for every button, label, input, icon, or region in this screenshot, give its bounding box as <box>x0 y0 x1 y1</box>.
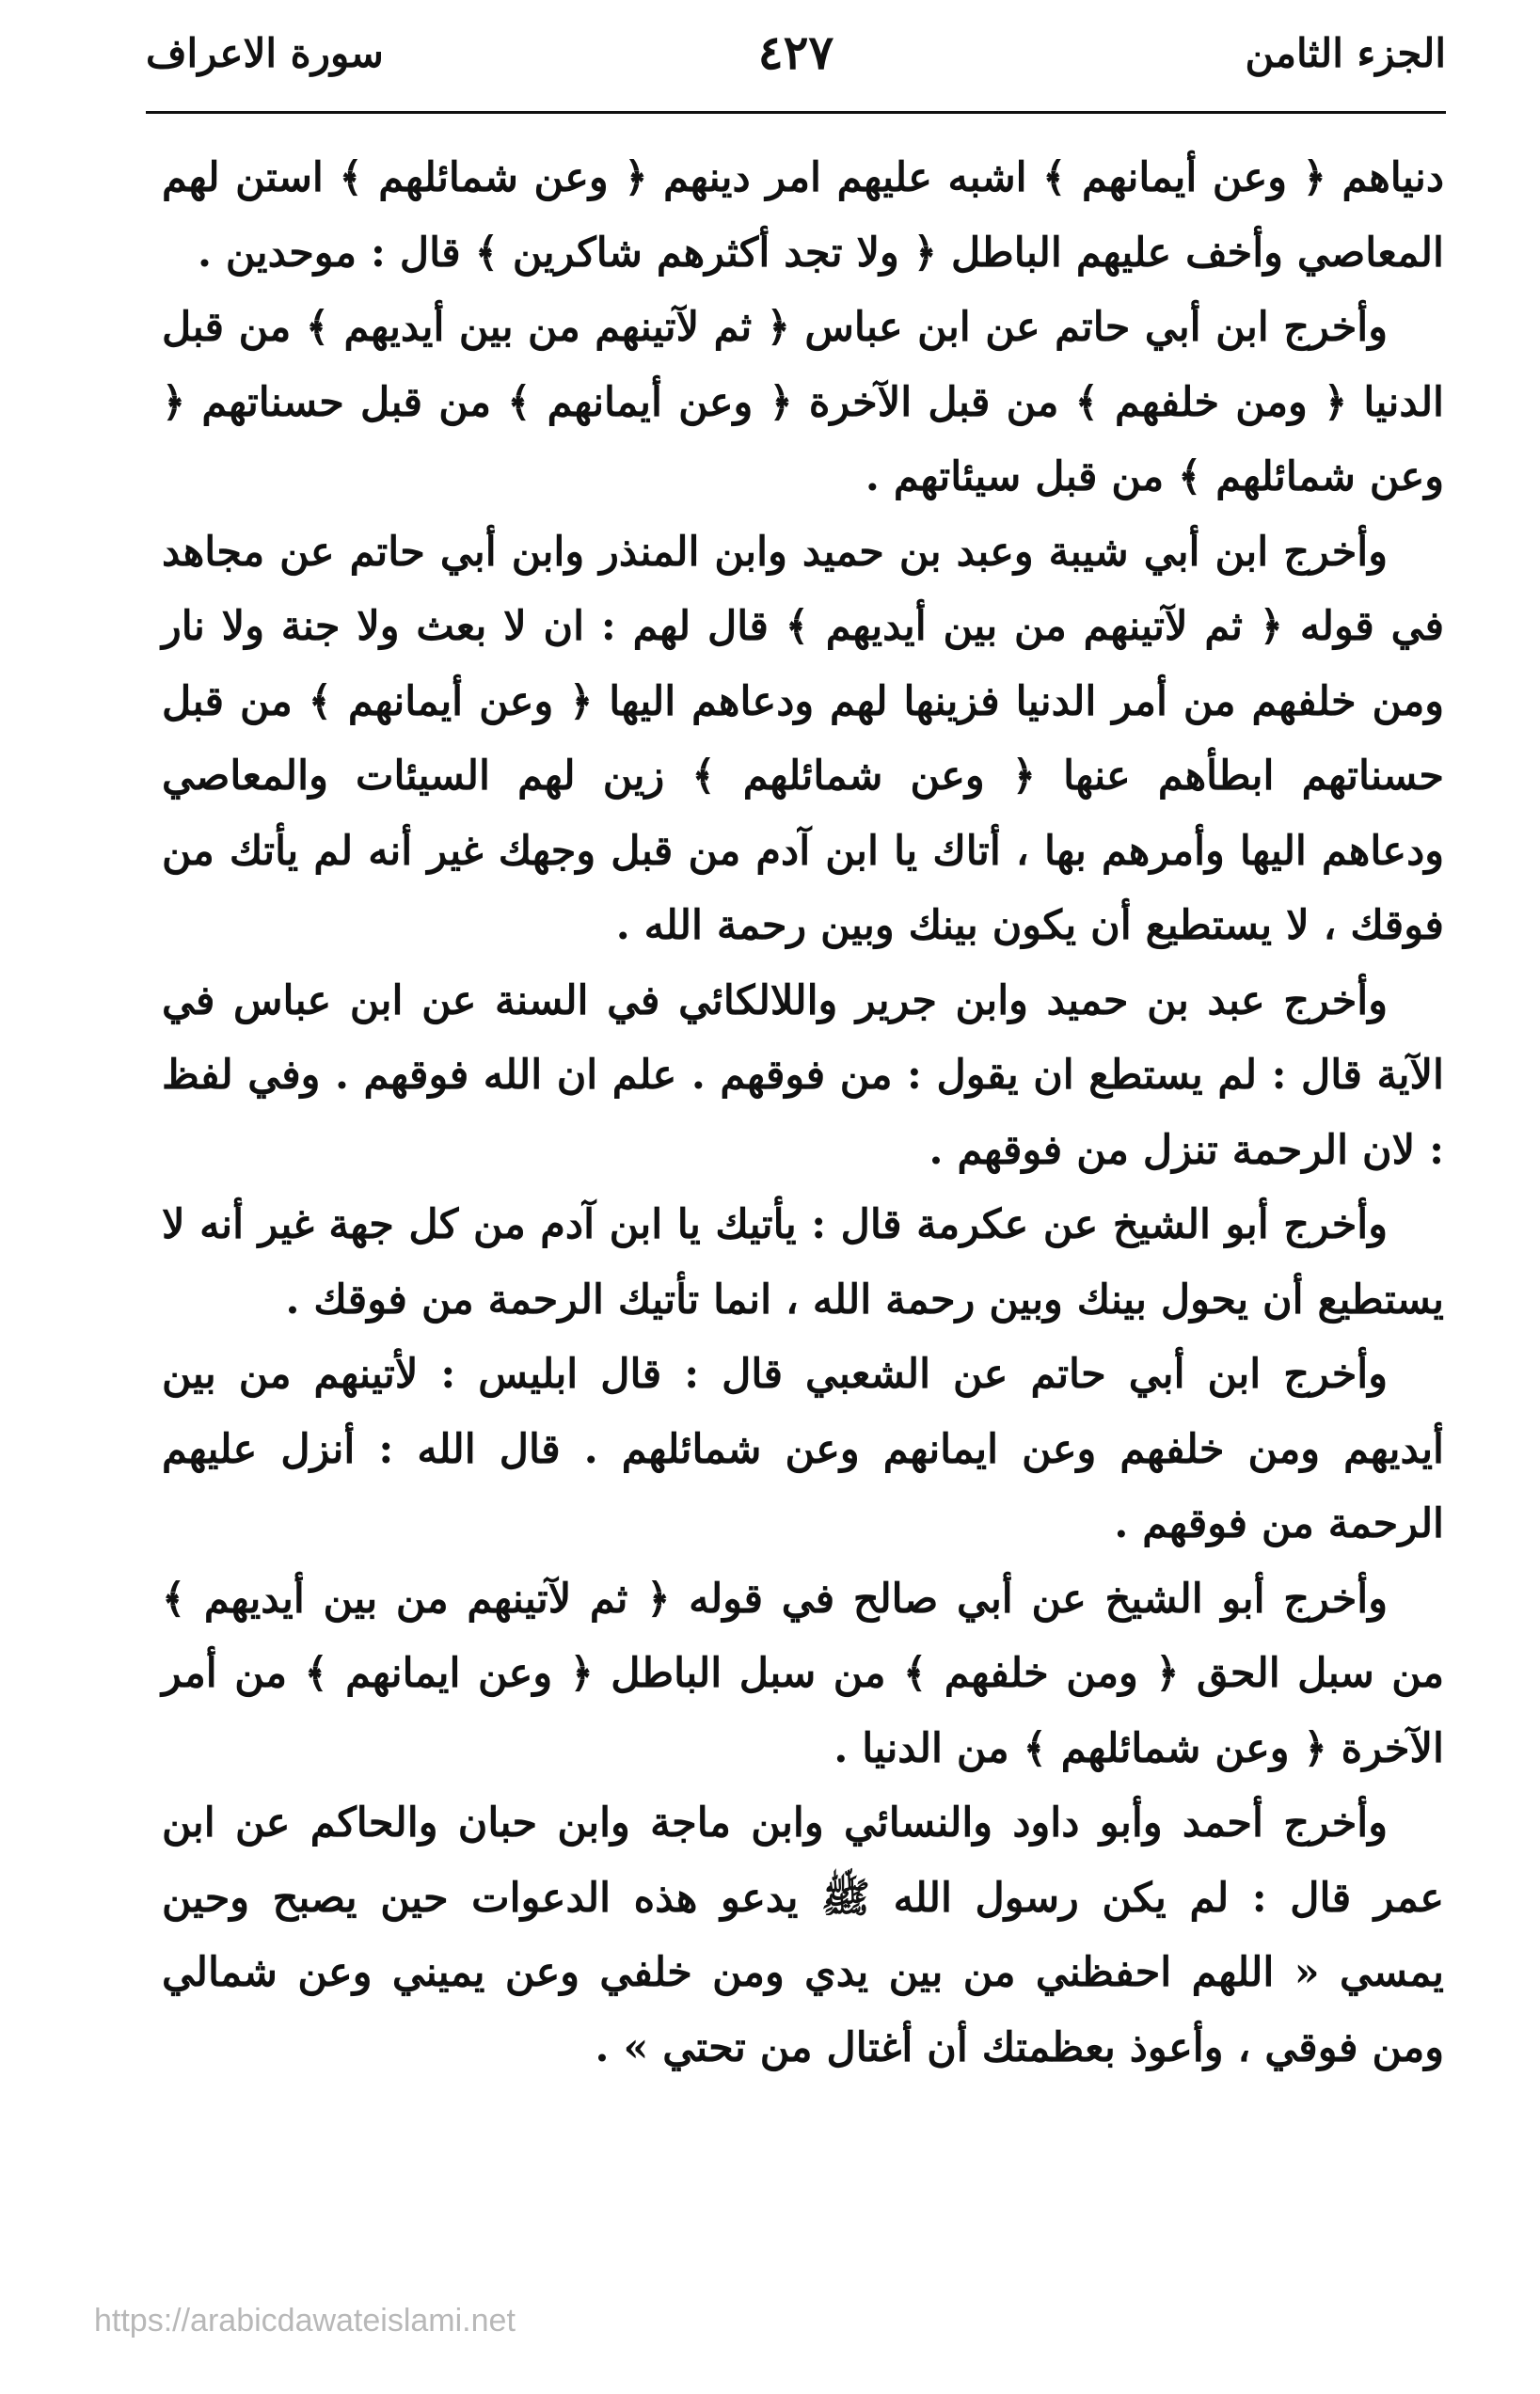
part-title: الجزء الثامن <box>1245 30 1446 76</box>
surah-title: سورة الاعراف <box>146 30 384 76</box>
page-header <box>146 21 1446 105</box>
page-number: ٤٢٧ <box>757 24 834 80</box>
paragraph: وأخرج ابن أبي حاتم عن ابن عباس ﴿ ثم لآتينهم من بين أيديهم ﴾ من قبل الدنيا ﴿ ومن خلفهم ﴾ من قبل الآخرة ﴿ وعن أيمانهم ﴾ من قبل حسناتهم ﴿ وعن شمائلهم ﴾ من قبل سيئاتهم . <box>162 304 1444 500</box>
paragraph: وأخرج ابن أبي شيبة وعبد بن حميد وابن المنذر وابن أبي حاتم عن مجاهد في قوله ﴿ ثم لآتينهم من بين أيديهم ﴾ قال لهم : ان لا بعث ولا جنة ولا نار ومن خلفهم من أمر الدنيا فزينها لهم ودعاهم اليها ﴿ وعن أيمانهم ﴾ من قبل حسناتهم ابطأهم عنها ﴿ وعن شمائلهم ﴾ زين لهم السيئات والمعاصي ودعاهم اليها وأمرهم بها ، أتاك يا ابن آدم من قبل وجهك غير أنه لم يأتك من فوقك ، لا يستطيع أن يكون بينك وبين رحمة الله . <box>162 528 1444 949</box>
paragraph: وأخرج أحمد وأبو داود والنسائي وابن ماجة وابن حبان والحاكم عن ابن عمر قال : لم يكن رسول الله ﷺ يدعو هذه الدعوات حين يصبح وحين يمسي « اللهم احفظني من بين يدي ومن خلفي وعن يميني وعن شمالي ومن فوقي ، وأعوذ بعظمتك أن أغتال من تحتي » . <box>162 1799 1444 2071</box>
paragraph: وأخرج ابن أبي حاتم عن الشعبي قال : قال ابليس : لأتينهم من بين أيديهم ومن خلفهم وعن ايمانهم وعن شمائلهم . قال الله : أنزل عليهم الرحمة من فوقهم . <box>162 1351 1444 1547</box>
paragraph-continuation: دنياهم ﴿ وعن أيمانهم ﴾ اشبه عليهم امر دينهم ﴿ وعن شمائلهم ﴾ استن لهم المعاصي وأخف عليهم الباطل ﴿ ولا تجد أكثرهم شاكرين ﴾ قال : موحدين . <box>162 154 1444 277</box>
watermark-url: https://arabicdawateislami.net <box>94 2303 516 2339</box>
page-body <box>162 141 1444 2085</box>
header-rule <box>146 111 1446 114</box>
paragraph: وأخرج أبو الشيخ عن أبي صالح في قوله ﴿ ثم لآتينهم من بين أيديهم ﴾ من سبل الحق ﴿ ومن خلفهم ﴾ من سبل الباطل ﴿ وعن ايمانهم ﴾ من أمر الآخرة ﴿ وعن شمائلهم ﴾ من الدنيا . <box>162 1575 1444 1772</box>
paragraph: وأخرج أبو الشيخ عن عكرمة قال : يأتيك يا ابن آدم من كل جهة غير أنه لا يستطيع أن يحول بينك وبين رحمة الله ، انما تأتيك الرحمة من فوقك . <box>162 1201 1444 1324</box>
paragraph: وأخرج عبد بن حميد وابن جرير واللالكائي في السنة عن ابن عباس في الآية قال : لم يستطع ان يقول : من فوقهم . علم ان الله فوقهم . وفي لفظ : لان الرحمة تنزل من فوقهم . <box>162 976 1444 1174</box>
